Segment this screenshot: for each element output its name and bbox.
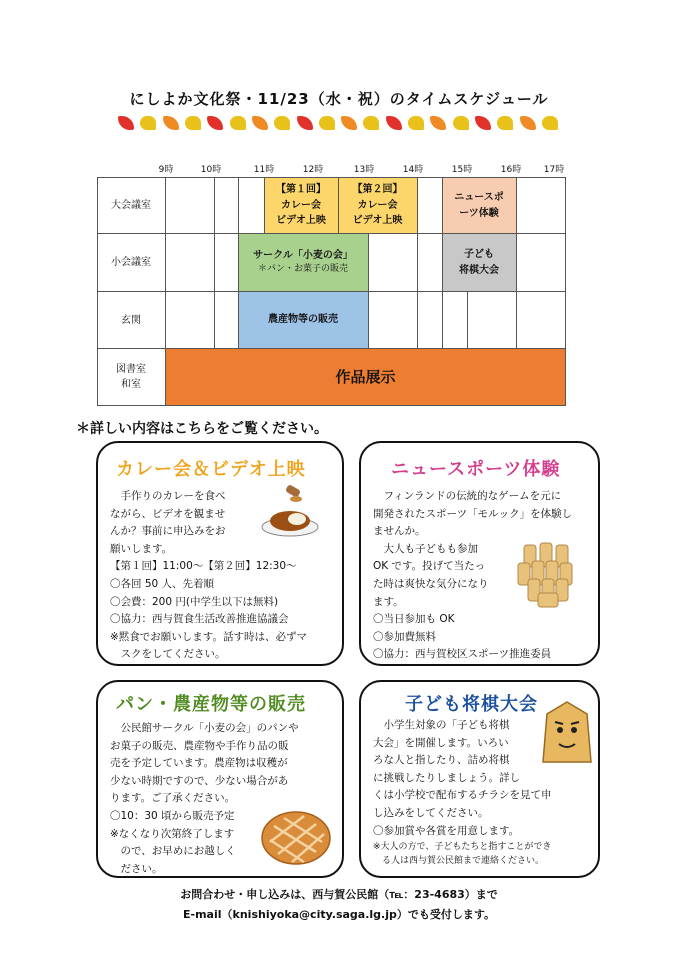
- curry-rice-icon: [260, 481, 322, 539]
- details-note: ＊詳しい内容はこちらをご覧ください。: [76, 421, 328, 437]
- kids-shogi-block: [442, 234, 516, 291]
- bread-produce-box: [96, 680, 344, 878]
- ginkgo-leaf-icon: [274, 116, 290, 130]
- bread-icon: [260, 806, 332, 866]
- hour-label: 10時: [200, 165, 222, 175]
- room-library: 図書室 和室: [116, 364, 146, 390]
- ginkgo-leaf-icon: [363, 116, 379, 130]
- box-body: フィンランドの伝統的なゲームを元に 開発されたスポーツ「モルック」を体験し ませんか。 大人も子どもも参加 OK です。投げて当たっ た時は爽快な気分になり ます。 〇当日参加も OK 〇参加費無料 〇協力：西与賀校区スポーツ推進委員: [373, 490, 573, 661]
- ginkgo-leaf-icon: [230, 116, 246, 130]
- hour-labels: [0, 162, 678, 176]
- contact-line: お問合わせ・申し込みは、西与賀公民館（℡：23-4683）まで: [180, 888, 498, 901]
- hour-label: 9時: [158, 165, 174, 175]
- produce-sale-block: [238, 292, 368, 348]
- email-line: E-mail（knishiyoka@city.saga.lg.jp）でも受付します。: [183, 908, 495, 921]
- room-entrance: 玄関: [121, 314, 141, 326]
- maple-leaf-icon: [207, 116, 223, 130]
- box-body: 手作りのカレーを食べ ながら、ビデオを観ませ んか？事前に申込みをお 願いします。 【第１回】11:00～【第２回】12:30～ 〇各回 50 人、先着順 〇会費：200 円(中学生以下は無料) 〇協力：西与賀食生活改善推進協議会 ※黙食でお願いします。話す時は、必ずマ スクをしてください。: [110, 490, 307, 661]
- box-note: ※大人の方で、子どもたちと指すことができ る人は西与賀公民館まで連絡ください。: [373, 842, 552, 866]
- hour-label: 17時: [543, 165, 565, 175]
- maple-leaf-icon: [475, 116, 491, 130]
- box-title: パン・農産物等の販売: [116, 694, 306, 715]
- news-sports-block: [442, 178, 516, 233]
- box-title: カレー会＆ビデオ上映: [116, 459, 306, 480]
- curry-session-1-block: [264, 178, 338, 233]
- block-line: 【第１回】: [276, 184, 326, 196]
- block-line: サークル「小麦の会」: [253, 249, 353, 261]
- room-large-hall: 大会議室: [111, 200, 151, 211]
- block-line: 【第２回】: [352, 184, 403, 196]
- maple-leaf-icon: [520, 116, 536, 130]
- block-line: カレー会: [357, 199, 398, 211]
- block-line: ニュースポ: [454, 192, 504, 203]
- block-line: ビデオ上映: [352, 215, 403, 227]
- block-line: 将棋大会: [459, 264, 499, 276]
- schedule-table: [97, 177, 566, 406]
- block-line: ビデオ上映: [276, 215, 326, 227]
- molkky-pins-icon: [516, 539, 582, 609]
- maple-leaf-icon: [430, 116, 446, 130]
- hour-label: 14時: [402, 165, 424, 175]
- hour-label: 15時: [451, 165, 473, 175]
- hour-label: 13時: [353, 165, 375, 175]
- ginkgo-leaf-icon: [140, 116, 156, 130]
- room-small-hall: 小会議室: [111, 257, 151, 268]
- box-title: ニュースポーツ体験: [391, 459, 561, 480]
- wheat-circle-block: [238, 234, 368, 291]
- block-line: ーツ体験: [459, 207, 499, 219]
- shogi-piece-icon: [541, 700, 593, 764]
- curry-video-box: [96, 441, 344, 666]
- block-line: カレー会: [281, 199, 321, 211]
- hour-label: 16時: [500, 165, 522, 175]
- block-line: 作品展示: [335, 367, 396, 386]
- box-body: 公民館サークル「小麦の会」のパンや お菓子の販売、農産物や手作り品の販 売を予定しています。農産物は収穫が 少ない時期ですので、少ない場合があ ります。ご了承ください。 〇10：30 頃から販売予定 ※なくなり次第終了します ので、お早めにお越しく ださい。: [110, 722, 299, 875]
- artwork-exhibit-block: [165, 349, 566, 406]
- maple-leaf-icon: [163, 116, 179, 130]
- ginkgo-leaf-icon: [319, 116, 335, 130]
- ginkgo-leaf-icon: [185, 116, 201, 130]
- box-title: 子ども将棋大会: [405, 694, 538, 715]
- page-title: にしよか文化祭・11/23（水・祝）のタイムスケジュール: [129, 90, 549, 108]
- maple-leaf-icon: [252, 116, 268, 130]
- maple-leaf-icon: [386, 116, 402, 130]
- block-line: 農産物等の販売: [268, 314, 338, 326]
- ginkgo-leaf-icon: [497, 116, 513, 130]
- maple-leaf-icon: [118, 116, 134, 130]
- box-body: 小学生対象の「子ども将棋 大会」を開催します。いろい ろな人と指したり、詰め将棋 に挑戦したりしましょう。詳し くは小学校で配布するチラシを見て申 し込みをしてください。 〇参加賞や各賞を用意します。: [373, 719, 552, 837]
- maple-leaf-icon: [341, 116, 357, 130]
- ginkgo-leaf-icon: [408, 116, 424, 130]
- curry-session-2-block: [338, 178, 417, 233]
- news-sports-box: [359, 441, 600, 666]
- autumn-leaves-decoration: [118, 116, 558, 130]
- kids-shogi-box: [359, 680, 600, 878]
- hour-label: 12時: [302, 165, 324, 175]
- block-line: 子ども: [464, 249, 494, 260]
- ginkgo-leaf-icon: [453, 116, 469, 130]
- hour-label: 11時: [253, 165, 275, 175]
- block-subline: ＊パン・お菓子の販売: [257, 264, 348, 275]
- ginkgo-leaf-icon: [542, 116, 558, 130]
- maple-leaf-icon: [297, 116, 313, 130]
